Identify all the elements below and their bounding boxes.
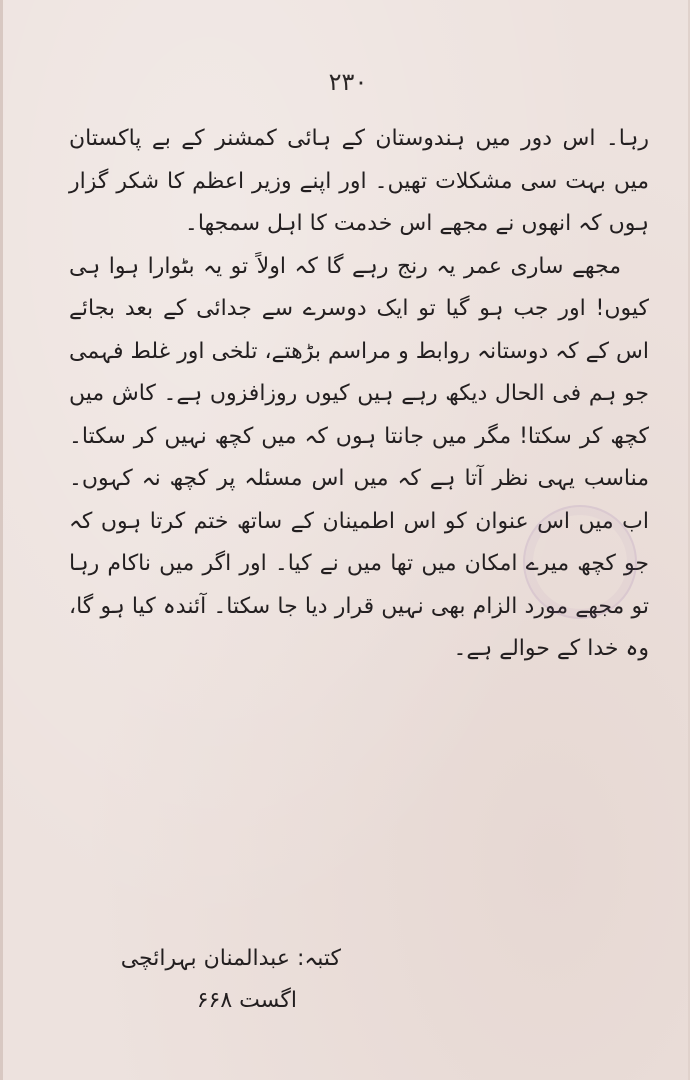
faded-stamp bbox=[523, 505, 637, 619]
author-line: کتبہ: عبدالمنان بہرائچی bbox=[120, 946, 341, 971]
signature-block bbox=[91, 938, 341, 1022]
paragraph: رہا۔ اس دور میں ہندوستان کے ہائی کمشنر کے بے پاکستان میں بہت سی مشکلات تھیں۔ اور اپنے وزیر اعظم کا شکر گزار ہوں کہ انھوں نے مجھے اس خدمت کا اہل سمجھا۔ bbox=[69, 126, 649, 236]
paragraph: مجھے ساری عمر یہ رنج رہے گا کہ اولاً تو یہ بٹوارا ہوا ہی کیوں! اور جب ہو گیا تو ایک دوسرے سے جدائی کے بعد بجائے اس کے کہ دوستانہ روابط و مراسم بڑھتے، تلخی اور غلط فہمی جو ہم فی الحال دیکھ رہے ہیں کیوں روزافزوں ہے۔ کاش میں کچھ کر سکتا! مگر میں جانتا ہوں کہ میں کچھ نہیں کر سکتا۔ مناسب یہی نظر آتا ہے کہ میں اس مسئلہ پر کچھ نہ کہوں۔ اب میں اس عنوان کو اس اطمینان کے ساتھ ختم کرتا ہوں کہ جو کچھ میرے امکان میں تھا میں نے کیا۔ اور اگر میں ناکام رہا تو مجھے مورد الزام بھی نہیں قرار دیا جا سکتا۔ آئندہ کیا ہو گا، وہ خدا کے حوالے ہے۔ bbox=[69, 253, 649, 661]
page-number: ۲۳۰ bbox=[328, 68, 368, 96]
date-line: اگست ۶۶۸ bbox=[196, 988, 297, 1013]
